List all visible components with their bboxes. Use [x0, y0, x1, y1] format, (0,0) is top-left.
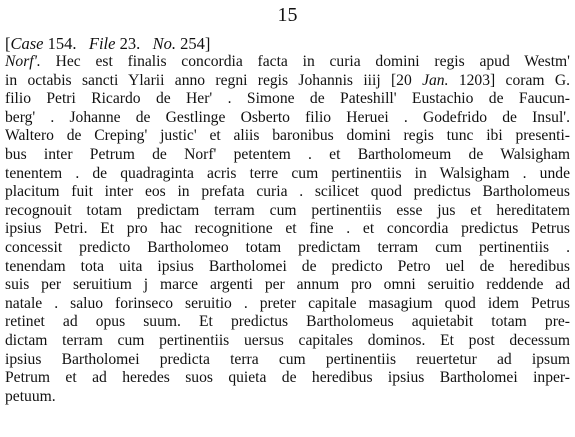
- case-label: Case: [10, 34, 44, 53]
- text-line: ipsius Bartholomei predicta terra cum pertinentiis reuertetur ad ipsum: [5, 350, 570, 368]
- text-line: Petrum et ad heredes suos quieta de heredibus ipsius Bartholomei inper-: [5, 369, 570, 387]
- charter-text: [5, 53, 570, 406]
- text-line: petuum.: [5, 387, 56, 405]
- no-number: 254: [180, 34, 205, 53]
- text-line: tenentem . de quadraginta acris terre cum pertinentiis in Walsigham . unde: [5, 164, 570, 182]
- text-line: ipsius Petri. Et pro hac recognitione et fine . et concordia predictus Petrus: [5, 220, 570, 238]
- case-reference: [5, 34, 210, 53]
- line-text: in octabis sancti Ylarii anno regni regis Johannis iiij [20: [5, 71, 423, 89]
- text-line: Waltero de Creping' justic' et aliis baronibus domini regis tunc ibi presenti-: [5, 127, 570, 145]
- reference-open-bracket: [: [5, 34, 11, 53]
- line-text: Hec est finalis concordia facta in curia domini regis apud Westm': [40, 53, 570, 70]
- text-line: berg' . Johanne de Gestlinge Osberto filio Heruei . Godefrido de Insul'.: [5, 108, 570, 126]
- file-label: File: [88, 34, 116, 53]
- text-line: recognouit totam predictam terram cum pertinentiis esse jus et hereditatem: [5, 201, 570, 219]
- text-line: concessit predicto Bartholomeo totam predictam terram cum pertinentiis .: [5, 238, 570, 256]
- reference-close-bracket: ]: [204, 34, 211, 53]
- text-line: bus inter Petrum de Norf' petentem . et Bartholomeum de Walsigham: [5, 145, 570, 163]
- text-line: suis per seruitium j marce argenti per annum pro omni seruitio reddende ad: [5, 276, 570, 294]
- text-line: [5, 72, 570, 91]
- county-name: Norf'.: [5, 53, 41, 70]
- text-line: dictam terram cum pertinentiis uersus capitales dominos. Et post decessum: [5, 331, 570, 349]
- case-number: 154.: [47, 34, 77, 53]
- text-line: tenendam tota uita ipsius Bartholomei de predicto Petro uel de heredibus: [5, 257, 570, 275]
- line-text: 1203] coram G.: [448, 71, 570, 89]
- text-line: filio Petri Ricardo de Her' . Simone de Pateshill' Eustachio de Faucun-: [5, 90, 570, 108]
- date-month: Jan.: [422, 71, 449, 89]
- no-label: No.: [152, 34, 176, 53]
- page-number: 15: [277, 4, 298, 26]
- file-number: 23.: [119, 34, 141, 53]
- text-line: retinet ad opus suum. Et predictus Bartholomeus aquietabit totam pre-: [5, 313, 570, 331]
- text-line: placitum fuit inter eos in prefata curia . scilicet quod predictus Bartholomeus: [5, 183, 570, 201]
- text-line: natale . saluo forinseco seruitio . preter capitale masagium quod idem Petrus: [5, 294, 570, 312]
- text-line: [5, 53, 570, 72]
